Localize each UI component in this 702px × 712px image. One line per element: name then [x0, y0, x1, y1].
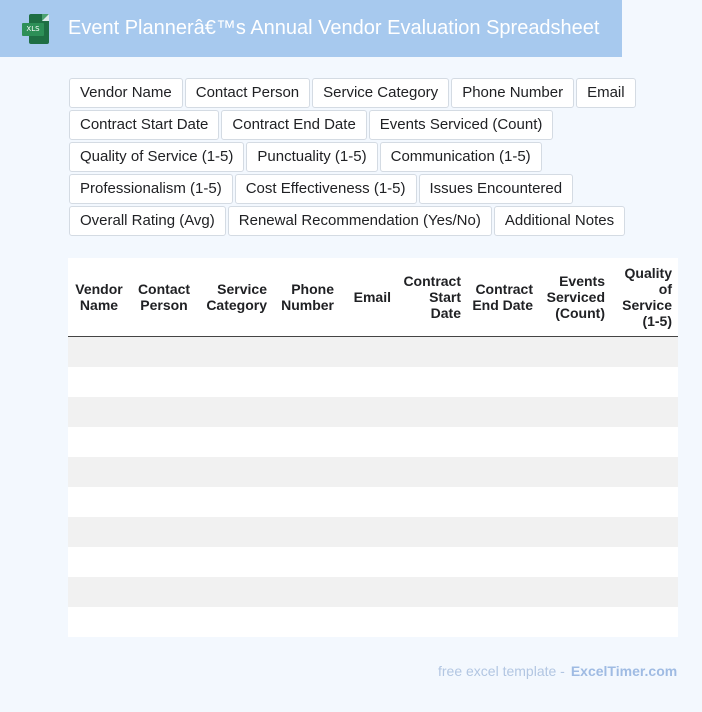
table-row[interactable] [68, 397, 678, 427]
table-row[interactable] [68, 547, 678, 577]
vendor-table [68, 258, 678, 637]
table-row[interactable] [68, 457, 678, 487]
field-chip[interactable]: Quality of Service (1-5) [69, 142, 244, 172]
field-chip[interactable]: Contract End Date [221, 110, 366, 140]
xls-icon-label: XLS [22, 23, 44, 36]
field-chip[interactable]: Cost Effectiveness (1-5) [235, 174, 417, 204]
field-chip[interactable]: Issues Encountered [419, 174, 574, 204]
field-chip[interactable]: Vendor Name [69, 78, 183, 108]
column-header: Contact Person [137, 281, 191, 313]
field-chip[interactable]: Punctuality (1-5) [246, 142, 377, 172]
column-header: Service Category [206, 281, 267, 313]
table-row[interactable] [68, 607, 678, 637]
field-chip-row [69, 174, 639, 204]
field-chip[interactable]: Phone Number [451, 78, 574, 108]
field-chip-row [69, 206, 639, 236]
column-header: Vendor Name [75, 281, 123, 313]
field-chip[interactable]: Contract Start Date [69, 110, 219, 140]
column-header: Quality of Service (1-5) [622, 265, 672, 329]
column-header: Contract End Date [472, 281, 533, 313]
field-chip-list [69, 78, 639, 238]
xls-file-icon [22, 14, 50, 44]
table-row[interactable] [68, 337, 678, 367]
title-banner [0, 0, 622, 57]
field-chip[interactable]: Additional Notes [494, 206, 625, 236]
field-chip[interactable]: Email [576, 78, 636, 108]
column-header: Email [353, 289, 391, 305]
field-chip[interactable]: Service Category [312, 78, 449, 108]
column-header: Contract Start Date [403, 273, 461, 321]
field-chip-row [69, 78, 639, 108]
field-chip[interactable]: Professionalism (1-5) [69, 174, 233, 204]
table-row[interactable] [68, 367, 678, 397]
page-title: Event Plannerâ€™s Annual Vendor Evaluation Spreadsheet [68, 17, 600, 39]
field-chip[interactable]: Overall Rating (Avg) [69, 206, 226, 236]
field-chip-row [69, 110, 639, 140]
table-body [68, 337, 678, 637]
column-header: Phone Number [281, 281, 334, 313]
footer-text: free excel template - [438, 663, 565, 679]
field-chip[interactable]: Events Serviced (Count) [369, 110, 554, 140]
table-header [68, 258, 678, 337]
footer-credit [438, 663, 677, 679]
table-row[interactable] [68, 487, 678, 517]
field-chip[interactable]: Renewal Recommendation (Yes/No) [228, 206, 492, 236]
footer-brand-link[interactable]: ExcelTimer.com [570, 663, 678, 679]
field-chip[interactable]: Contact Person [185, 78, 310, 108]
column-header: Events Serviced (Count) [546, 273, 605, 321]
table-row[interactable] [68, 517, 678, 547]
table-row[interactable] [68, 577, 678, 607]
table-row[interactable] [68, 427, 678, 457]
field-chip[interactable]: Communication (1-5) [380, 142, 542, 172]
field-chip-row [69, 142, 639, 172]
